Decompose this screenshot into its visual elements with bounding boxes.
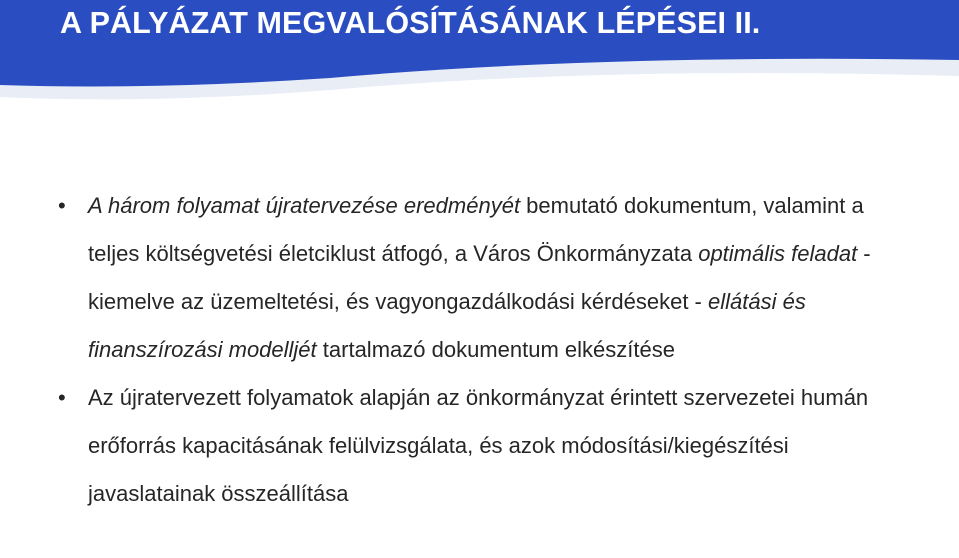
bullet-text: tartalmazó dokumentum elkészítése xyxy=(316,337,675,362)
bullet-text: - kiemelve az üzemeltetési, és vagyongazdálkodási kérdéseket - xyxy=(88,241,871,314)
bullet-item xyxy=(0,374,888,518)
bullet-text-emphasis: optimális feladat xyxy=(698,241,858,266)
bullet-text: Az újratervezett folyamatok alapján az önkormányzat érintett szervezetei humán erőforrás kapacitásának felülvizsgálata, és azok módosítási/kiegészítési javaslatainak összeállítása xyxy=(88,385,869,506)
bullet-text: bemutató dokumentum, valamint a teljes költségvetési életciklust átfogó, a Város Önkormányzata xyxy=(88,193,864,266)
bullet-dot: • xyxy=(58,385,66,410)
bullet-list xyxy=(0,182,959,518)
bullet-text-emphasis: A három folyamat újratervezése eredményét xyxy=(88,193,521,218)
bullet-dot: • xyxy=(58,193,66,218)
slide-title: A PÁLYÁZAT MEGVALÓSÍTÁSÁNAK LÉPÉSEI II. xyxy=(60,6,761,40)
bullet-item xyxy=(0,182,888,374)
bullet-text-emphasis: ellátási és finanszírozási modelljét xyxy=(88,289,806,362)
